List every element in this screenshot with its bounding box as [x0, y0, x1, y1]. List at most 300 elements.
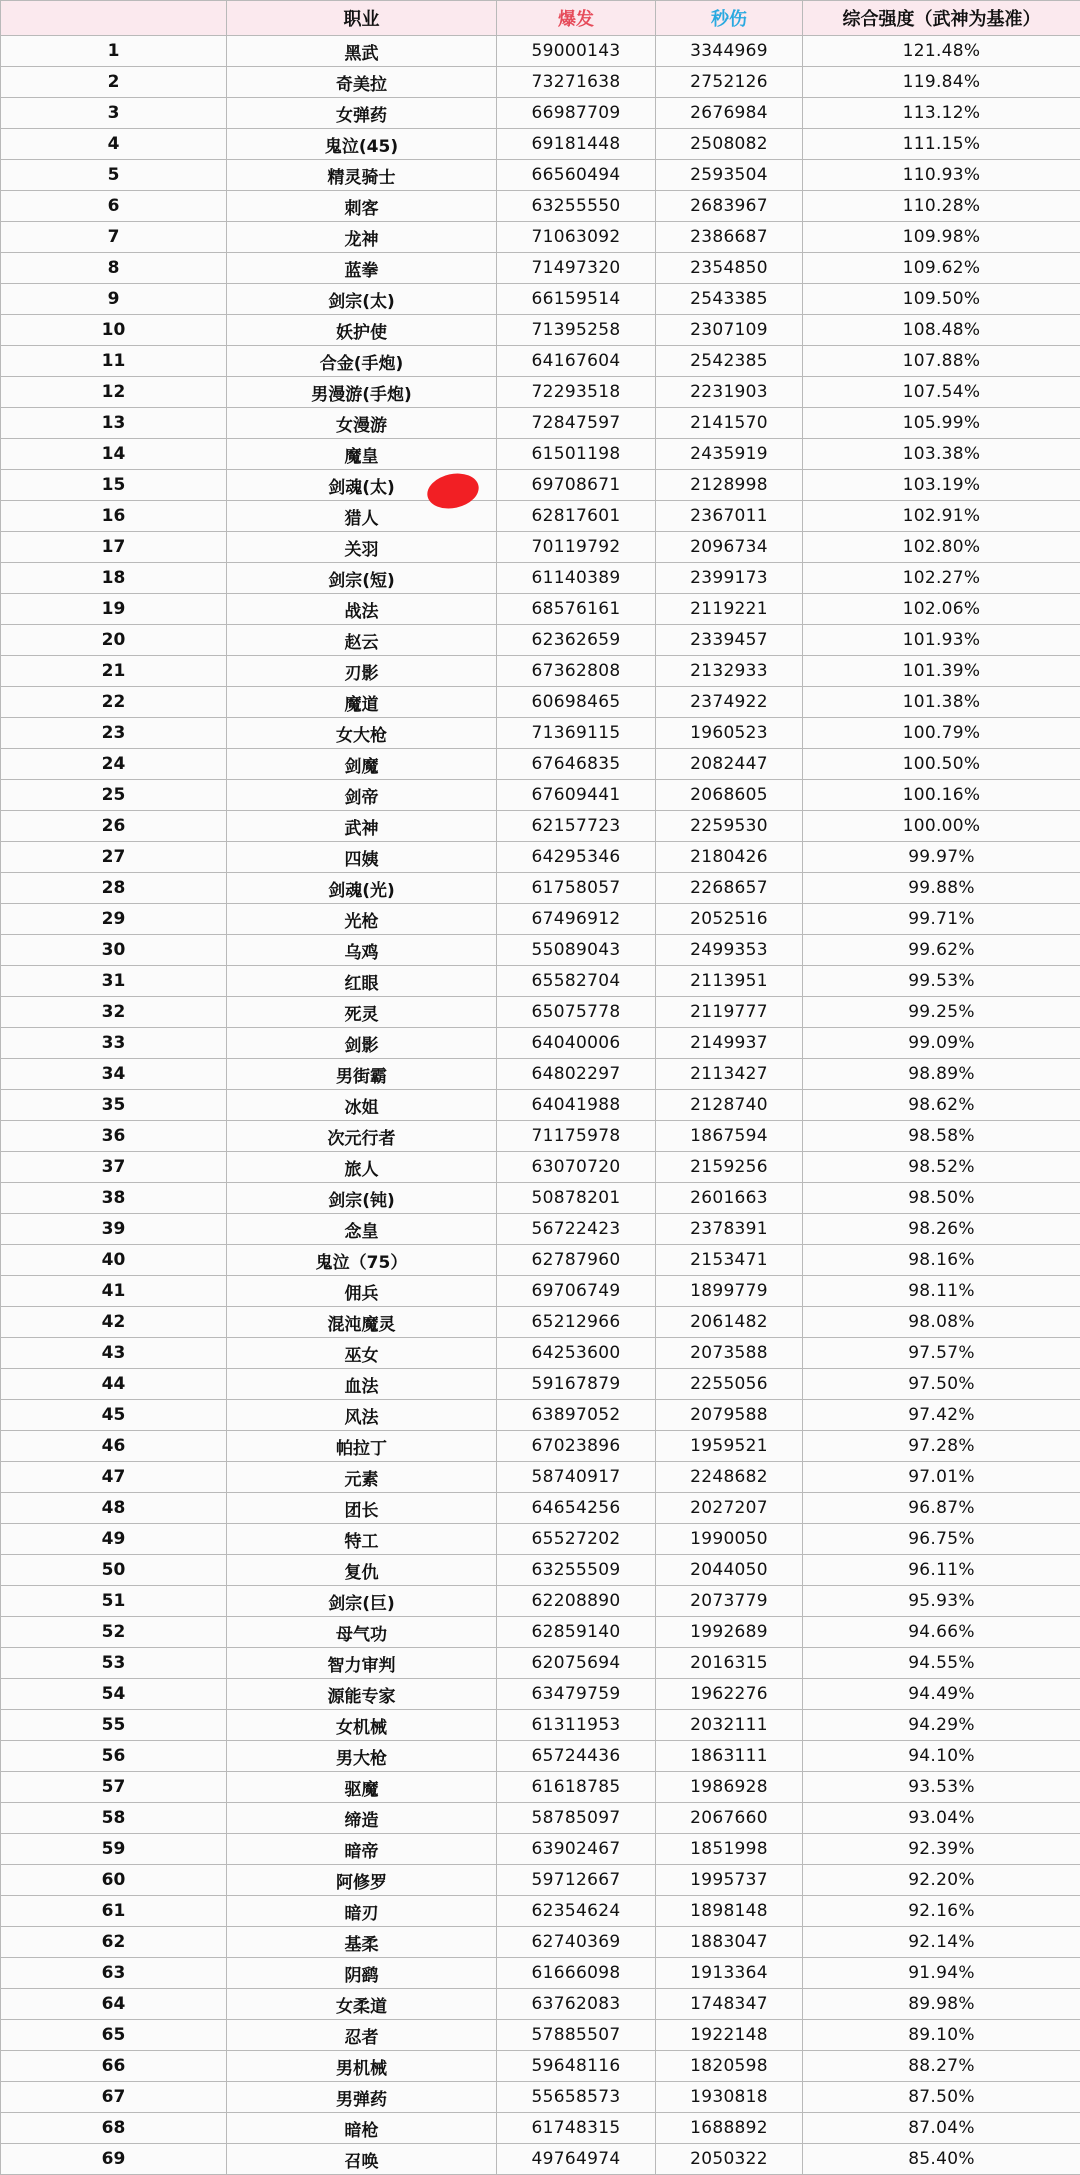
- table-row: [1, 625, 1080, 656]
- score-cell: 99.88%: [803, 873, 1080, 904]
- dps-cell: 2752126: [656, 67, 803, 98]
- job-cell: 阴鹞: [227, 1958, 497, 1989]
- dps-cell: 2268657: [656, 873, 803, 904]
- table-row: [1, 1183, 1080, 1214]
- job-cell: 帕拉丁: [227, 1431, 497, 1462]
- job-cell: 鬼泣（75）: [227, 1245, 497, 1276]
- burst-cell: 66159514: [497, 284, 656, 315]
- table-row: [1, 1245, 1080, 1276]
- table-row: [1, 408, 1080, 439]
- rank-cell: 4: [1, 129, 227, 160]
- rank-cell: 13: [1, 408, 227, 439]
- score-cell: 98.08%: [803, 1307, 1080, 1338]
- rank-cell: 33: [1, 1028, 227, 1059]
- table-row: [1, 1059, 1080, 1090]
- rank-cell: 17: [1, 532, 227, 563]
- burst-cell: 57885507: [497, 2020, 656, 2051]
- burst-cell: 65075778: [497, 997, 656, 1028]
- dps-cell: 2073779: [656, 1586, 803, 1617]
- table-row: [1, 935, 1080, 966]
- burst-cell: 65527202: [497, 1524, 656, 1555]
- dps-cell: 2593504: [656, 160, 803, 191]
- job-cell: 妖护使: [227, 315, 497, 346]
- table-row: [1, 1400, 1080, 1431]
- score-cell: 95.93%: [803, 1586, 1080, 1617]
- rank-cell: 8: [1, 253, 227, 284]
- burst-cell: 65212966: [497, 1307, 656, 1338]
- table-row: [1, 687, 1080, 718]
- rank-cell: 36: [1, 1121, 227, 1152]
- table-row: [1, 1989, 1080, 2020]
- rank-cell: 34: [1, 1059, 227, 1090]
- job-cell: 魔皇: [227, 439, 497, 470]
- header-dps: 秒伤: [656, 1, 803, 36]
- burst-cell: 65724436: [497, 1741, 656, 1772]
- burst-cell: 62157723: [497, 811, 656, 842]
- score-cell: 113.12%: [803, 98, 1080, 129]
- dps-cell: 1962276: [656, 1679, 803, 1710]
- score-cell: 98.50%: [803, 1183, 1080, 1214]
- score-cell: 85.40%: [803, 2144, 1080, 2175]
- burst-cell: 62075694: [497, 1648, 656, 1679]
- table-row: [1, 2051, 1080, 2082]
- burst-cell: 55658573: [497, 2082, 656, 2113]
- job-cell: 冰姐: [227, 1090, 497, 1121]
- job-cell: 巫女: [227, 1338, 497, 1369]
- score-cell: 103.19%: [803, 470, 1080, 501]
- score-cell: 98.62%: [803, 1090, 1080, 1121]
- score-cell: 98.52%: [803, 1152, 1080, 1183]
- dps-cell: 1995737: [656, 1865, 803, 1896]
- score-cell: 119.84%: [803, 67, 1080, 98]
- dps-cell: 2119777: [656, 997, 803, 1028]
- score-cell: 99.25%: [803, 997, 1080, 1028]
- dps-cell: 2676984: [656, 98, 803, 129]
- dps-cell: 2386687: [656, 222, 803, 253]
- burst-cell: 55089043: [497, 935, 656, 966]
- burst-cell: 62817601: [497, 501, 656, 532]
- score-cell: 100.00%: [803, 811, 1080, 842]
- score-cell: 107.88%: [803, 346, 1080, 377]
- burst-cell: 59648116: [497, 2051, 656, 2082]
- score-cell: 89.98%: [803, 1989, 1080, 2020]
- table-row: [1, 1276, 1080, 1307]
- rank-cell: 19: [1, 594, 227, 625]
- table-row: [1, 811, 1080, 842]
- rank-cell: 58: [1, 1803, 227, 1834]
- job-cell: 武神: [227, 811, 497, 842]
- score-cell: 98.89%: [803, 1059, 1080, 1090]
- dps-cell: 1930818: [656, 2082, 803, 2113]
- score-cell: 98.26%: [803, 1214, 1080, 1245]
- score-cell: 109.62%: [803, 253, 1080, 284]
- header-score: 综合强度（武神为基准）: [803, 1, 1080, 36]
- dps-cell: 2052516: [656, 904, 803, 935]
- score-cell: 97.42%: [803, 1400, 1080, 1431]
- dps-cell: 2435919: [656, 439, 803, 470]
- rank-cell: 68: [1, 2113, 227, 2144]
- rank-cell: 55: [1, 1710, 227, 1741]
- rank-cell: 51: [1, 1586, 227, 1617]
- rank-cell: 56: [1, 1741, 227, 1772]
- table-row: [1, 1431, 1080, 1462]
- rank-cell: 57: [1, 1772, 227, 1803]
- dps-cell: 2159256: [656, 1152, 803, 1183]
- burst-cell: 62740369: [497, 1927, 656, 1958]
- job-cell: 风法: [227, 1400, 497, 1431]
- rank-cell: 47: [1, 1462, 227, 1493]
- burst-cell: 64253600: [497, 1338, 656, 1369]
- score-cell: 94.66%: [803, 1617, 1080, 1648]
- burst-cell: 56722423: [497, 1214, 656, 1245]
- rank-cell: 49: [1, 1524, 227, 1555]
- rank-cell: 46: [1, 1431, 227, 1462]
- rank-cell: 61: [1, 1896, 227, 1927]
- job-cell: 剑宗(巨): [227, 1586, 497, 1617]
- rank-cell: 10: [1, 315, 227, 346]
- burst-cell: 64654256: [497, 1493, 656, 1524]
- dps-cell: 2128740: [656, 1090, 803, 1121]
- table-row: [1, 563, 1080, 594]
- rank-cell: 39: [1, 1214, 227, 1245]
- dps-cell: 2367011: [656, 501, 803, 532]
- dps-cell: 2050322: [656, 2144, 803, 2175]
- burst-cell: 66560494: [497, 160, 656, 191]
- rank-cell: 5: [1, 160, 227, 191]
- job-cell: 战法: [227, 594, 497, 625]
- rank-cell: 31: [1, 966, 227, 997]
- table-row: [1, 1586, 1080, 1617]
- rank-cell: 69: [1, 2144, 227, 2175]
- score-cell: 96.87%: [803, 1493, 1080, 1524]
- job-cell: 剑宗(钝): [227, 1183, 497, 1214]
- job-cell: 剑魂(太): [227, 470, 497, 501]
- dps-cell: 2016315: [656, 1648, 803, 1679]
- table-row: [1, 1369, 1080, 1400]
- table-row: [1, 1803, 1080, 1834]
- burst-cell: 67362808: [497, 656, 656, 687]
- dps-cell: 2259530: [656, 811, 803, 842]
- dps-cell: 1913364: [656, 1958, 803, 1989]
- dps-cell: 2248682: [656, 1462, 803, 1493]
- job-cell: 魔道: [227, 687, 497, 718]
- rank-cell: 9: [1, 284, 227, 315]
- table-row: [1, 749, 1080, 780]
- dps-cell: 2354850: [656, 253, 803, 284]
- job-cell: 光枪: [227, 904, 497, 935]
- job-cell: 女大枪: [227, 718, 497, 749]
- score-cell: 92.39%: [803, 1834, 1080, 1865]
- burst-cell: 63255550: [497, 191, 656, 222]
- table-row: [1, 315, 1080, 346]
- job-cell: 混沌魔灵: [227, 1307, 497, 1338]
- dps-cell: 2119221: [656, 594, 803, 625]
- table-row: [1, 842, 1080, 873]
- rank-cell: 28: [1, 873, 227, 904]
- job-cell: 复仇: [227, 1555, 497, 1586]
- dps-cell: 1899779: [656, 1276, 803, 1307]
- burst-cell: 71369115: [497, 718, 656, 749]
- job-cell: 旅人: [227, 1152, 497, 1183]
- dps-cell: 2683967: [656, 191, 803, 222]
- rank-cell: 23: [1, 718, 227, 749]
- rank-cell: 30: [1, 935, 227, 966]
- dps-cell: 1820598: [656, 2051, 803, 2082]
- table-row: [1, 966, 1080, 997]
- table-row: [1, 284, 1080, 315]
- table-row: [1, 1338, 1080, 1369]
- score-cell: 109.50%: [803, 284, 1080, 315]
- score-cell: 92.16%: [803, 1896, 1080, 1927]
- job-cell: 暗枪: [227, 2113, 497, 2144]
- table-row: [1, 1028, 1080, 1059]
- score-cell: 99.53%: [803, 966, 1080, 997]
- dps-cell: 1990050: [656, 1524, 803, 1555]
- job-cell: 赵云: [227, 625, 497, 656]
- table-row: [1, 1493, 1080, 1524]
- burst-cell: 64167604: [497, 346, 656, 377]
- burst-cell: 69708671: [497, 470, 656, 501]
- table-header: [1, 1, 1080, 36]
- burst-cell: 71175978: [497, 1121, 656, 1152]
- job-cell: 母气功: [227, 1617, 497, 1648]
- job-cell: 合金(手炮): [227, 346, 497, 377]
- job-cell: 女漫游: [227, 408, 497, 439]
- rank-cell: 42: [1, 1307, 227, 1338]
- rank-cell: 18: [1, 563, 227, 594]
- burst-cell: 62859140: [497, 1617, 656, 1648]
- burst-cell: 63897052: [497, 1400, 656, 1431]
- rank-cell: 32: [1, 997, 227, 1028]
- score-cell: 89.10%: [803, 2020, 1080, 2051]
- rank-cell: 24: [1, 749, 227, 780]
- dps-cell: 1748347: [656, 1989, 803, 2020]
- job-cell: 基柔: [227, 1927, 497, 1958]
- score-cell: 98.58%: [803, 1121, 1080, 1152]
- job-cell: 女机械: [227, 1710, 497, 1741]
- burst-cell: 61140389: [497, 563, 656, 594]
- burst-cell: 72293518: [497, 377, 656, 408]
- table-row: [1, 904, 1080, 935]
- table-row: [1, 129, 1080, 160]
- table-row: [1, 1090, 1080, 1121]
- table-row: [1, 2082, 1080, 2113]
- burst-cell: 67609441: [497, 780, 656, 811]
- score-cell: 98.16%: [803, 1245, 1080, 1276]
- score-cell: 96.11%: [803, 1555, 1080, 1586]
- rank-cell: 16: [1, 501, 227, 532]
- rank-cell: 62: [1, 1927, 227, 1958]
- table-row: [1, 501, 1080, 532]
- rank-cell: 41: [1, 1276, 227, 1307]
- burst-cell: 64041988: [497, 1090, 656, 1121]
- dps-cell: 2068605: [656, 780, 803, 811]
- table-row: [1, 1648, 1080, 1679]
- dps-cell: 2027207: [656, 1493, 803, 1524]
- job-cell: 死灵: [227, 997, 497, 1028]
- score-cell: 94.29%: [803, 1710, 1080, 1741]
- table-row: [1, 532, 1080, 563]
- dps-cell: 2339457: [656, 625, 803, 656]
- table-row: [1, 1710, 1080, 1741]
- score-cell: 94.49%: [803, 1679, 1080, 1710]
- job-cell: 剑魔: [227, 749, 497, 780]
- rank-cell: 29: [1, 904, 227, 935]
- score-cell: 107.54%: [803, 377, 1080, 408]
- job-cell: 男漫游(手炮): [227, 377, 497, 408]
- rank-cell: 7: [1, 222, 227, 253]
- table-row: [1, 718, 1080, 749]
- dps-cell: 2180426: [656, 842, 803, 873]
- table-row: [1, 253, 1080, 284]
- dps-cell: 2231903: [656, 377, 803, 408]
- score-cell: 100.50%: [803, 749, 1080, 780]
- header-burst: 爆发: [497, 1, 656, 36]
- table-row: [1, 1958, 1080, 1989]
- job-cell: 血法: [227, 1369, 497, 1400]
- burst-cell: 67646835: [497, 749, 656, 780]
- job-cell: 剑宗(太): [227, 284, 497, 315]
- rank-cell: 66: [1, 2051, 227, 2082]
- rank-cell: 2: [1, 67, 227, 98]
- burst-cell: 61618785: [497, 1772, 656, 1803]
- dps-cell: 3344969: [656, 36, 803, 67]
- table-row: [1, 1679, 1080, 1710]
- table-row: [1, 67, 1080, 98]
- job-cell: 剑宗(短): [227, 563, 497, 594]
- dps-cell: 2079588: [656, 1400, 803, 1431]
- dps-cell: 2132933: [656, 656, 803, 687]
- job-cell: 精灵骑士: [227, 160, 497, 191]
- rank-cell: 50: [1, 1555, 227, 1586]
- job-cell: 四姨: [227, 842, 497, 873]
- table-row: [1, 470, 1080, 501]
- score-cell: 93.04%: [803, 1803, 1080, 1834]
- burst-cell: 63255509: [497, 1555, 656, 1586]
- job-cell: 黑武: [227, 36, 497, 67]
- dps-cell: 2128998: [656, 470, 803, 501]
- table-row: [1, 997, 1080, 1028]
- burst-cell: 61666098: [497, 1958, 656, 1989]
- burst-cell: 71497320: [497, 253, 656, 284]
- header-job: 职业: [227, 1, 497, 36]
- burst-cell: 72847597: [497, 408, 656, 439]
- job-cell: 暗刃: [227, 1896, 497, 1927]
- score-cell: 99.62%: [803, 935, 1080, 966]
- dps-cell: 2153471: [656, 1245, 803, 1276]
- burst-cell: 63762083: [497, 1989, 656, 2020]
- score-cell: 94.10%: [803, 1741, 1080, 1772]
- score-cell: 101.39%: [803, 656, 1080, 687]
- job-cell: 特工: [227, 1524, 497, 1555]
- burst-cell: 58785097: [497, 1803, 656, 1834]
- score-cell: 103.38%: [803, 439, 1080, 470]
- table-row: [1, 1462, 1080, 1493]
- rank-cell: 22: [1, 687, 227, 718]
- job-cell: 剑影: [227, 1028, 497, 1059]
- score-cell: 92.14%: [803, 1927, 1080, 1958]
- burst-cell: 63070720: [497, 1152, 656, 1183]
- job-cell: 乌鸡: [227, 935, 497, 966]
- table-row: [1, 1772, 1080, 1803]
- dps-cell: 2141570: [656, 408, 803, 439]
- job-cell: 刺客: [227, 191, 497, 222]
- table-row: [1, 1741, 1080, 1772]
- burst-cell: 63902467: [497, 1834, 656, 1865]
- burst-cell: 61758057: [497, 873, 656, 904]
- rank-cell: 11: [1, 346, 227, 377]
- job-cell: 剑魂(光): [227, 873, 497, 904]
- job-cell: 阿修罗: [227, 1865, 497, 1896]
- burst-cell: 64295346: [497, 842, 656, 873]
- job-cell: 次元行者: [227, 1121, 497, 1152]
- rank-cell: 1: [1, 36, 227, 67]
- rank-cell: 27: [1, 842, 227, 873]
- table-row: [1, 2020, 1080, 2051]
- dps-cell: 2542385: [656, 346, 803, 377]
- burst-cell: 62362659: [497, 625, 656, 656]
- dps-cell: 2082447: [656, 749, 803, 780]
- job-cell: 召唤: [227, 2144, 497, 2175]
- burst-cell: 62208890: [497, 1586, 656, 1617]
- rank-cell: 26: [1, 811, 227, 842]
- job-cell: 团长: [227, 1493, 497, 1524]
- score-cell: 97.01%: [803, 1462, 1080, 1493]
- burst-cell: 63479759: [497, 1679, 656, 1710]
- burst-cell: 62787960: [497, 1245, 656, 1276]
- job-cell: 女柔道: [227, 1989, 497, 2020]
- job-cell: 源能专家: [227, 1679, 497, 1710]
- dps-cell: 2061482: [656, 1307, 803, 1338]
- burst-cell: 69181448: [497, 129, 656, 160]
- rank-cell: 48: [1, 1493, 227, 1524]
- job-cell: 鬼泣(45): [227, 129, 497, 160]
- table-row: [1, 439, 1080, 470]
- dps-cell: 1922148: [656, 2020, 803, 2051]
- rank-cell: 12: [1, 377, 227, 408]
- score-cell: 109.98%: [803, 222, 1080, 253]
- table-row: [1, 873, 1080, 904]
- score-cell: 101.93%: [803, 625, 1080, 656]
- job-cell: 女弹药: [227, 98, 497, 129]
- score-cell: 105.99%: [803, 408, 1080, 439]
- score-cell: 108.48%: [803, 315, 1080, 346]
- burst-cell: 58740917: [497, 1462, 656, 1493]
- burst-cell: 68576161: [497, 594, 656, 625]
- score-cell: 102.80%: [803, 532, 1080, 563]
- score-cell: 99.97%: [803, 842, 1080, 873]
- job-cell: 驱魔: [227, 1772, 497, 1803]
- rank-cell: 65: [1, 2020, 227, 2051]
- rank-cell: 37: [1, 1152, 227, 1183]
- score-cell: 101.38%: [803, 687, 1080, 718]
- rank-cell: 40: [1, 1245, 227, 1276]
- score-cell: 97.50%: [803, 1369, 1080, 1400]
- score-cell: 100.16%: [803, 780, 1080, 811]
- rank-cell: 63: [1, 1958, 227, 1989]
- score-cell: 102.27%: [803, 563, 1080, 594]
- table-row: [1, 1307, 1080, 1338]
- table-row: [1, 656, 1080, 687]
- score-cell: 92.20%: [803, 1865, 1080, 1896]
- rank-cell: 64: [1, 1989, 227, 2020]
- score-cell: 100.79%: [803, 718, 1080, 749]
- score-cell: 98.11%: [803, 1276, 1080, 1307]
- table-row: [1, 594, 1080, 625]
- job-cell: 剑帝: [227, 780, 497, 811]
- table-row: [1, 1865, 1080, 1896]
- burst-cell: 64802297: [497, 1059, 656, 1090]
